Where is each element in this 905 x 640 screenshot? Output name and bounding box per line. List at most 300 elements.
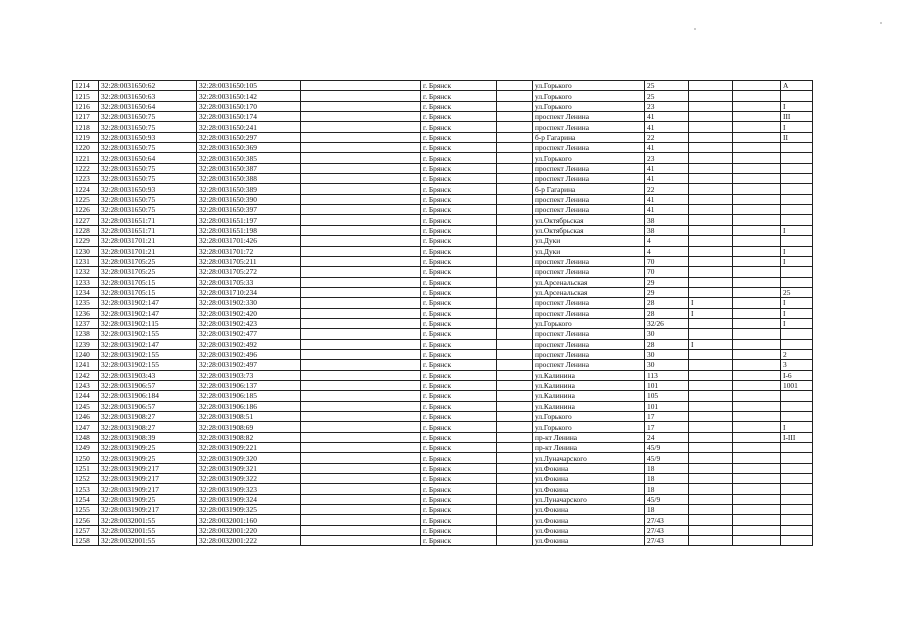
building-letter-cell: I <box>689 308 733 318</box>
blank-cell-cell <box>497 277 533 287</box>
blank-cell-cell <box>733 246 781 256</box>
city-cell: г. Брянск <box>421 339 497 349</box>
city-cell: г. Брянск <box>421 81 497 91</box>
premises-number-cell: I <box>781 225 813 235</box>
blank-cell-cell <box>733 432 781 442</box>
blank-cell-cell <box>497 432 533 442</box>
building-letter-cell <box>689 112 733 122</box>
parcel-number-cell: 32:28:0031701:21 <box>99 236 197 246</box>
table-row <box>73 91 813 101</box>
blank-cell-cell <box>497 174 533 184</box>
row-number-cell: 1248 <box>73 432 99 442</box>
city-cell: г. Брянск <box>421 298 497 308</box>
parcel-number-cell: 32:28:0031651:71 <box>99 225 197 235</box>
building-letter-cell <box>689 122 733 132</box>
city-cell: г. Брянск <box>421 515 497 525</box>
row-number-cell: 1257 <box>73 525 99 535</box>
premises-number-cell <box>781 91 813 101</box>
blank-cell-cell <box>497 236 533 246</box>
premises-number-cell <box>781 184 813 194</box>
street-cell: проспект Ленина <box>533 267 645 277</box>
street-cell: ул.Фокина <box>533 525 645 535</box>
table-row <box>73 391 813 401</box>
table-row <box>73 267 813 277</box>
building-letter-cell <box>689 484 733 494</box>
building-letter-cell <box>689 318 733 328</box>
city-cell: г. Брянск <box>421 143 497 153</box>
parcel-number-cell: 32:28:0031701:21 <box>99 246 197 256</box>
blank-cell-cell <box>301 329 421 339</box>
row-number-cell: 1228 <box>73 225 99 235</box>
blank-cell-cell <box>301 122 421 132</box>
street-cell: проспект Ленина <box>533 194 645 204</box>
blank-cell-cell <box>301 401 421 411</box>
premises-number-cell: I <box>781 422 813 432</box>
table-row <box>73 505 813 515</box>
blank-cell-cell <box>301 91 421 101</box>
blank-cell-cell <box>733 101 781 111</box>
parcel-number-cell: 32:28:0031908:27 <box>99 422 197 432</box>
object-number-cell: 32:28:0031909:321 <box>197 463 301 473</box>
premises-number-cell: I <box>781 298 813 308</box>
house-number-cell: 25 <box>645 91 689 101</box>
row-number-cell: 1249 <box>73 443 99 453</box>
blank-cell-cell <box>733 112 781 122</box>
blank-cell-cell <box>301 205 421 215</box>
row-number-cell: 1256 <box>73 515 99 525</box>
city-cell: г. Брянск <box>421 205 497 215</box>
blank-cell-cell <box>733 122 781 132</box>
parcel-number-cell: 32:28:0031650:93 <box>99 184 197 194</box>
house-number-cell: 38 <box>645 225 689 235</box>
blank-cell-cell <box>497 360 533 370</box>
parcel-number-cell: 32:28:0031908:27 <box>99 412 197 422</box>
premises-number-cell <box>781 277 813 287</box>
street-cell: проспект Ленина <box>533 112 645 122</box>
premises-number-cell: II <box>781 132 813 142</box>
table-row <box>73 474 813 484</box>
premises-number-cell <box>781 443 813 453</box>
street-cell: ул.Горького <box>533 318 645 328</box>
house-number-cell: 45/9 <box>645 443 689 453</box>
street-cell: ул.Октябрьская <box>533 225 645 235</box>
city-cell: г. Брянск <box>421 474 497 484</box>
parcel-number-cell: 32:28:0032001:55 <box>99 525 197 535</box>
table-row <box>73 536 813 546</box>
parcel-number-cell: 32:28:0031650:75 <box>99 112 197 122</box>
house-number-cell: 28 <box>645 339 689 349</box>
row-number-cell: 1235 <box>73 298 99 308</box>
street-cell: проспект Ленина <box>533 298 645 308</box>
object-number-cell: 32:28:0031650:389 <box>197 184 301 194</box>
blank-cell-cell <box>301 101 421 111</box>
blank-cell-cell <box>301 184 421 194</box>
street-cell: ул.Фокина <box>533 515 645 525</box>
city-cell: г. Брянск <box>421 256 497 266</box>
premises-number-cell <box>781 339 813 349</box>
blank-cell-cell <box>301 215 421 225</box>
blank-cell-cell <box>733 525 781 535</box>
object-number-cell: 32:28:0031902:497 <box>197 360 301 370</box>
building-letter-cell <box>689 163 733 173</box>
building-letter-cell <box>689 443 733 453</box>
parcel-number-cell: 32:28:0031650:62 <box>99 81 197 91</box>
row-number-cell: 1220 <box>73 143 99 153</box>
table-row <box>73 298 813 308</box>
object-number-cell: 32:28:0031651:198 <box>197 225 301 235</box>
blank-cell-cell <box>733 505 781 515</box>
building-letter-cell <box>689 225 733 235</box>
blank-cell-cell <box>733 329 781 339</box>
city-cell: г. Брянск <box>421 443 497 453</box>
house-number-cell: 101 <box>645 380 689 390</box>
blank-cell-cell <box>733 380 781 390</box>
blank-cell-cell <box>301 432 421 442</box>
street-cell: ул.Луначарского <box>533 453 645 463</box>
parcel-number-cell: 32:28:0031650:63 <box>99 91 197 101</box>
street-cell: ул.Горького <box>533 81 645 91</box>
house-number-cell: 45/9 <box>645 453 689 463</box>
premises-number-cell <box>781 474 813 484</box>
city-cell: г. Брянск <box>421 422 497 432</box>
building-letter-cell <box>689 277 733 287</box>
blank-cell-cell <box>733 536 781 546</box>
house-number-cell: 30 <box>645 360 689 370</box>
blank-cell-cell <box>301 360 421 370</box>
object-number-cell: 32:28:0031650:369 <box>197 143 301 153</box>
table-row <box>73 81 813 91</box>
table-row <box>73 360 813 370</box>
blank-cell-cell <box>733 339 781 349</box>
city-cell: г. Брянск <box>421 505 497 515</box>
blank-cell-cell <box>733 81 781 91</box>
street-cell: ул.Горького <box>533 101 645 111</box>
blank-cell-cell <box>301 443 421 453</box>
parcel-number-cell: 32:28:0031909:217 <box>99 474 197 484</box>
building-letter-cell <box>689 391 733 401</box>
house-number-cell: 17 <box>645 412 689 422</box>
table-row <box>73 525 813 535</box>
premises-number-cell <box>781 515 813 525</box>
blank-cell-cell <box>301 536 421 546</box>
city-cell: г. Брянск <box>421 318 497 328</box>
table-row <box>73 484 813 494</box>
street-cell: ул.Дуки <box>533 246 645 256</box>
building-letter-cell <box>689 91 733 101</box>
table-row <box>73 287 813 297</box>
blank-cell-cell <box>733 453 781 463</box>
blank-cell-cell <box>301 287 421 297</box>
premises-number-cell <box>781 391 813 401</box>
object-number-cell: 32:28:0031710:234 <box>197 287 301 297</box>
blank-cell-cell <box>733 494 781 504</box>
table-row <box>73 205 813 215</box>
street-cell: ул.Калинина <box>533 401 645 411</box>
parcel-number-cell: 32:28:0031650:75 <box>99 163 197 173</box>
building-letter-cell <box>689 453 733 463</box>
blank-cell-cell <box>733 194 781 204</box>
object-number-cell: 32:28:0031701:426 <box>197 236 301 246</box>
object-number-cell: 32:28:0031650:170 <box>197 101 301 111</box>
blank-cell-cell <box>497 494 533 504</box>
street-cell: ул.Арсенальская <box>533 287 645 297</box>
house-number-cell: 29 <box>645 277 689 287</box>
blank-cell-cell <box>301 474 421 484</box>
city-cell: г. Брянск <box>421 184 497 194</box>
blank-cell-cell <box>497 132 533 142</box>
blank-cell-cell <box>497 81 533 91</box>
blank-cell-cell <box>733 205 781 215</box>
table-row <box>73 122 813 132</box>
street-cell: ул.Дуки <box>533 236 645 246</box>
row-number-cell: 1252 <box>73 474 99 484</box>
house-number-cell: 105 <box>645 391 689 401</box>
row-number-cell: 1254 <box>73 494 99 504</box>
street-cell: ул.Фокина <box>533 536 645 546</box>
house-number-cell: 23 <box>645 101 689 111</box>
parcel-number-cell: 32:28:0031902:155 <box>99 329 197 339</box>
building-letter-cell <box>689 505 733 515</box>
row-number-cell: 1222 <box>73 163 99 173</box>
row-number-cell: 1217 <box>73 112 99 122</box>
row-number-cell: 1221 <box>73 153 99 163</box>
parcel-number-cell: 32:28:0031650:75 <box>99 174 197 184</box>
blank-cell-cell <box>497 153 533 163</box>
house-number-cell: 18 <box>645 463 689 473</box>
parcel-number-cell: 32:28:0031903:43 <box>99 370 197 380</box>
parcel-number-cell: 32:28:0031650:64 <box>99 101 197 111</box>
city-cell: г. Брянск <box>421 463 497 473</box>
blank-cell-cell <box>733 349 781 359</box>
premises-number-cell <box>781 505 813 515</box>
object-number-cell: 32:28:0031906:186 <box>197 401 301 411</box>
house-number-cell: 70 <box>645 267 689 277</box>
premises-number-cell <box>781 153 813 163</box>
premises-number-cell <box>781 174 813 184</box>
blank-cell-cell <box>497 163 533 173</box>
blank-cell-cell <box>497 287 533 297</box>
blank-cell-cell <box>733 370 781 380</box>
blank-cell-cell <box>733 153 781 163</box>
row-number-cell: 1225 <box>73 194 99 204</box>
street-cell: ул.Калинина <box>533 391 645 401</box>
blank-cell-cell <box>733 484 781 494</box>
street-cell: ул.Фокина <box>533 463 645 473</box>
parcel-number-cell: 32:28:0031906:184 <box>99 391 197 401</box>
blank-cell-cell <box>733 443 781 453</box>
building-letter-cell <box>689 184 733 194</box>
building-letter-cell <box>689 380 733 390</box>
house-number-cell: 30 <box>645 349 689 359</box>
table-row <box>73 153 813 163</box>
document-sheet <box>72 80 812 546</box>
row-number-cell: 1243 <box>73 380 99 390</box>
building-letter-cell <box>689 132 733 142</box>
premises-number-cell: I <box>781 122 813 132</box>
object-number-cell: 32:28:0031650:297 <box>197 132 301 142</box>
table-row <box>73 174 813 184</box>
object-number-cell: 32:28:0031650:388 <box>197 174 301 184</box>
building-letter-cell <box>689 412 733 422</box>
street-cell: проспект Ленина <box>533 360 645 370</box>
premises-number-cell <box>781 484 813 494</box>
blank-cell-cell <box>301 163 421 173</box>
parcel-number-cell: 32:28:0031908:39 <box>99 432 197 442</box>
street-cell: ул.Фокина <box>533 484 645 494</box>
blank-cell-cell <box>497 443 533 453</box>
street-cell: ул.Горького <box>533 422 645 432</box>
blank-cell-cell <box>497 339 533 349</box>
parcel-number-cell: 32:28:0031909:25 <box>99 443 197 453</box>
table-row <box>73 132 813 142</box>
building-letter-cell <box>689 101 733 111</box>
city-cell: г. Брянск <box>421 370 497 380</box>
table-row <box>73 318 813 328</box>
blank-cell-cell <box>301 194 421 204</box>
object-number-cell: 32:28:0031908:82 <box>197 432 301 442</box>
blank-cell-cell <box>733 174 781 184</box>
city-cell: г. Брянск <box>421 525 497 535</box>
building-letter-cell <box>689 463 733 473</box>
blank-cell-cell <box>301 484 421 494</box>
parcel-number-cell: 32:28:0031650:75 <box>99 122 197 132</box>
blank-cell-cell <box>733 308 781 318</box>
house-number-cell: 32/26 <box>645 318 689 328</box>
building-letter-cell <box>689 215 733 225</box>
row-number-cell: 1219 <box>73 132 99 142</box>
blank-cell-cell <box>733 91 781 101</box>
blank-cell-cell <box>733 391 781 401</box>
table-row <box>73 515 813 525</box>
blank-cell-cell <box>733 225 781 235</box>
blank-cell-cell <box>301 412 421 422</box>
city-cell: г. Брянск <box>421 101 497 111</box>
blank-cell-cell <box>497 256 533 266</box>
street-cell: проспект Ленина <box>533 205 645 215</box>
object-number-cell: 32:28:0031650:397 <box>197 205 301 215</box>
blank-cell-cell <box>497 515 533 525</box>
blank-cell-cell <box>497 380 533 390</box>
building-letter-cell <box>689 81 733 91</box>
premises-number-cell <box>781 401 813 411</box>
city-cell: г. Брянск <box>421 194 497 204</box>
blank-cell-cell <box>733 256 781 266</box>
building-letter-cell <box>689 194 733 204</box>
street-cell: проспект Ленина <box>533 174 645 184</box>
house-number-cell: 27/43 <box>645 525 689 535</box>
building-letter-cell <box>689 287 733 297</box>
blank-cell-cell <box>301 112 421 122</box>
blank-cell-cell <box>301 267 421 277</box>
blank-cell-cell <box>733 277 781 287</box>
row-number-cell: 1224 <box>73 184 99 194</box>
object-number-cell: 32:28:0031902:420 <box>197 308 301 318</box>
parcel-number-cell: 32:28:0031902:147 <box>99 298 197 308</box>
house-number-cell: 29 <box>645 287 689 297</box>
row-number-cell: 1247 <box>73 422 99 432</box>
city-cell: г. Брянск <box>421 494 497 504</box>
blank-cell-cell <box>301 505 421 515</box>
table-row <box>73 143 813 153</box>
blank-cell-cell <box>301 380 421 390</box>
blank-cell-cell <box>301 277 421 287</box>
street-cell: б-р Гагарина <box>533 132 645 142</box>
row-number-cell: 1214 <box>73 81 99 91</box>
premises-number-cell <box>781 267 813 277</box>
building-letter-cell <box>689 370 733 380</box>
row-number-cell: 1229 <box>73 236 99 246</box>
blank-cell-cell <box>497 267 533 277</box>
row-number-cell: 1258 <box>73 536 99 546</box>
blank-cell-cell <box>301 339 421 349</box>
blank-cell-cell <box>301 143 421 153</box>
blank-cell-cell <box>497 122 533 132</box>
street-cell: ул.Горького <box>533 412 645 422</box>
house-number-cell: 41 <box>645 194 689 204</box>
blank-cell-cell <box>301 298 421 308</box>
blank-cell-cell <box>733 132 781 142</box>
parcel-number-cell: 32:28:0031909:217 <box>99 463 197 473</box>
house-number-cell: 18 <box>645 505 689 515</box>
table-row <box>73 184 813 194</box>
object-number-cell: 32:28:0031650:385 <box>197 153 301 163</box>
city-cell: г. Брянск <box>421 401 497 411</box>
blank-cell-cell <box>301 225 421 235</box>
blank-cell-cell <box>497 370 533 380</box>
parcel-number-cell: 32:28:0031705:25 <box>99 267 197 277</box>
street-cell: ул.Октябрьская <box>533 215 645 225</box>
blank-cell-cell <box>497 422 533 432</box>
row-number-cell: 1232 <box>73 267 99 277</box>
scan-speck <box>694 28 696 30</box>
blank-cell-cell <box>497 391 533 401</box>
row-number-cell: 1253 <box>73 484 99 494</box>
object-number-cell: 32:28:0031908:69 <box>197 422 301 432</box>
table-row <box>73 101 813 111</box>
row-number-cell: 1233 <box>73 277 99 287</box>
blank-cell-cell <box>301 463 421 473</box>
row-number-cell: 1251 <box>73 463 99 473</box>
object-number-cell: 32:28:0032001:222 <box>197 536 301 546</box>
row-number-cell: 1246 <box>73 412 99 422</box>
blank-cell-cell <box>301 453 421 463</box>
blank-cell-cell <box>733 463 781 473</box>
city-cell: г. Брянск <box>421 122 497 132</box>
city-cell: г. Брянск <box>421 132 497 142</box>
blank-cell-cell <box>497 505 533 515</box>
table-row <box>73 401 813 411</box>
blank-cell-cell <box>301 318 421 328</box>
row-number-cell: 1240 <box>73 349 99 359</box>
building-letter-cell <box>689 525 733 535</box>
blank-cell-cell <box>301 349 421 359</box>
premises-number-cell: I <box>781 101 813 111</box>
house-number-cell: 41 <box>645 174 689 184</box>
blank-cell-cell <box>301 308 421 318</box>
building-letter-cell <box>689 205 733 215</box>
city-cell: г. Брянск <box>421 246 497 256</box>
blank-cell-cell <box>733 298 781 308</box>
blank-cell-cell <box>497 91 533 101</box>
blank-cell-cell <box>733 318 781 328</box>
row-number-cell: 1244 <box>73 391 99 401</box>
blank-cell-cell <box>497 453 533 463</box>
premises-number-cell: I-6 <box>781 370 813 380</box>
building-letter-cell <box>689 143 733 153</box>
building-letter-cell <box>689 236 733 246</box>
house-number-cell: 24 <box>645 432 689 442</box>
blank-cell-cell <box>497 474 533 484</box>
